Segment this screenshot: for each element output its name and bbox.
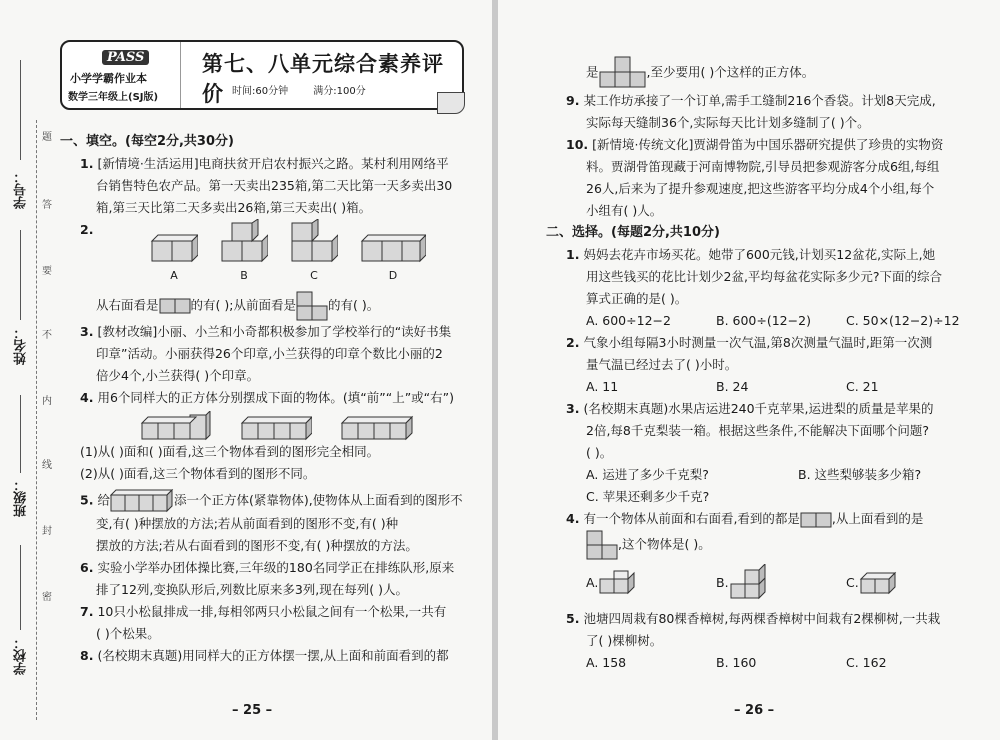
exam-meta bbox=[232, 82, 388, 97]
question-text: 小组有( )人。 bbox=[586, 203, 663, 218]
question-text: [新情境·传统文化]贾湖骨笛为中国乐器研究提供了珍贵的实物资 bbox=[592, 137, 944, 152]
option-c[interactable]: C. 50×(12−2)÷12 bbox=[846, 313, 960, 328]
question-text: 倍少4个,小兰获得( )个印章。 bbox=[96, 368, 260, 383]
option-a[interactable]: A. 运进了多少千克梨? bbox=[586, 467, 709, 482]
class-label: 班级： bbox=[14, 478, 29, 517]
option-b[interactable]: B. 这些梨够装多少箱? bbox=[798, 467, 922, 482]
cube-stack-c-icon bbox=[290, 219, 338, 263]
question-text: 池塘四周栽有80棵香樟树,每两棵香樟树中间栽有2棵柳树,一共栽 bbox=[583, 611, 941, 626]
seal-char: 密 bbox=[42, 592, 52, 603]
figure-a bbox=[150, 229, 198, 287]
name-label: 姓名： bbox=[14, 326, 29, 365]
question-1 bbox=[60, 153, 480, 219]
binding-strip bbox=[0, 0, 50, 740]
cube-option-a-icon bbox=[598, 569, 644, 597]
choice-options bbox=[566, 652, 966, 674]
question-number: 4. bbox=[566, 511, 580, 526]
question-number: 3. bbox=[80, 324, 94, 339]
option-c[interactable]: C. 21 bbox=[846, 379, 879, 394]
figure-caption: C bbox=[310, 269, 318, 282]
figure-caption: B bbox=[240, 269, 248, 282]
question-text: 用6个同样大的正方体分别摆成下面的物体。(填“前”“上”或“右”) bbox=[97, 390, 454, 405]
question-text: 的有( )。 bbox=[327, 297, 380, 313]
question-text: 排了12列,变换队形后,列数比原来多3列,现在每列( )人。 bbox=[96, 582, 409, 597]
brand-box bbox=[62, 42, 181, 108]
question-text: 从右面看是 bbox=[96, 297, 159, 313]
t-shape-squares-icon bbox=[296, 291, 328, 321]
choice-options bbox=[566, 564, 966, 602]
question-text: 给 bbox=[97, 492, 110, 508]
figure-caption: A bbox=[170, 269, 178, 282]
question-text: 气象小组每隔3小时测量一次气温,第8次测量气温时,距第一次测 bbox=[583, 335, 933, 350]
book-name: 小学学霸作业本 bbox=[70, 72, 147, 85]
question-text: (2)从( )面看,这三个物体看到的图形不同。 bbox=[80, 466, 316, 481]
question-text: 26人,后来为了提升参观速度,把这些游客平均分成4个小组,每个 bbox=[586, 181, 935, 196]
question-2 bbox=[60, 219, 480, 321]
question-8 bbox=[60, 645, 480, 667]
four-cube-row-icon bbox=[110, 489, 174, 513]
question-text: 的有( );从前面看是 bbox=[190, 297, 296, 313]
question-text: 某工作坊承接了一个订单,需手工缝制216个香袋。计划8天完成, bbox=[583, 93, 936, 108]
question-text: 变,有( )种摆放的方法;若从前面看到的图形不变,有( )种 bbox=[96, 516, 399, 531]
question-text: 箱,第三天比第二天多卖出26箱,第三天卖出( )箱。 bbox=[96, 200, 372, 215]
question-text: 实验小学举办团体操比赛,三年级的180名同学正在排练队形,原来 bbox=[97, 560, 455, 575]
id-line bbox=[20, 60, 21, 160]
option-b[interactable]: B. 24 bbox=[716, 379, 749, 394]
choice-options bbox=[566, 310, 966, 332]
question-text: 10只小松鼠排成一排,每相邻两只小松鼠之间有一个松果,一共有 bbox=[97, 604, 447, 619]
question-text: 摆放的方法;若从右面看到的图形不变,有( )种摆放的方法。 bbox=[96, 538, 418, 553]
question-text: 算式正确的是( )。 bbox=[586, 291, 688, 306]
page-number: – 26 – bbox=[734, 703, 775, 718]
option-a[interactable] bbox=[586, 569, 716, 597]
seal-char: 线 bbox=[42, 460, 52, 471]
two-squares-icon bbox=[159, 298, 191, 314]
question-5 bbox=[60, 489, 480, 557]
figure-caption: D bbox=[388, 269, 398, 282]
option-b[interactable] bbox=[716, 564, 846, 602]
full-score: 满分:100分 bbox=[313, 86, 366, 97]
question-number: 2. bbox=[566, 335, 580, 350]
figure-b bbox=[220, 219, 268, 287]
question-text: ,至少要用( )个这样的正方体。 bbox=[646, 64, 815, 80]
seal-char: 封 bbox=[42, 526, 52, 537]
exam-header bbox=[60, 40, 464, 110]
question-number: 6. bbox=[80, 560, 94, 575]
six-cube-shape-3-icon bbox=[340, 411, 420, 441]
question-text: 妈妈去花卉市场买花。她带了600元钱,计划买12盆花,实际上,她 bbox=[583, 247, 936, 262]
right-page bbox=[498, 0, 1000, 740]
question-9 bbox=[566, 90, 966, 134]
id-label: 学号： bbox=[14, 170, 29, 209]
question-number: 5. bbox=[566, 611, 580, 626]
seal-char: 答 bbox=[42, 200, 52, 211]
section-choice-title: 二、选择。(每题2分,共10分) bbox=[546, 225, 720, 240]
choice-question-1 bbox=[566, 244, 966, 332]
question-number: 9. bbox=[566, 93, 580, 108]
question-text: 台销售特色农产品。第一天卖出235箱,第二天比第一天多卖出30 bbox=[96, 178, 453, 193]
question-text: (名校期末真题)水果店运进240千克苹果,运进梨的质量是苹果的 bbox=[583, 401, 934, 416]
figure-c bbox=[290, 219, 338, 287]
choice-question-2 bbox=[566, 332, 966, 398]
option-a[interactable]: A. 158 bbox=[586, 655, 627, 670]
choice-options bbox=[566, 464, 966, 486]
question-text: 添一个正方体(紧靠物体),使物体从上面看到的图形不 bbox=[173, 492, 463, 508]
school-line bbox=[20, 545, 21, 630]
six-cube-figures bbox=[140, 411, 480, 441]
left-content bbox=[60, 131, 480, 667]
choice-question-5 bbox=[566, 608, 966, 674]
question-number: 7. bbox=[80, 604, 94, 619]
question-text: ,从上面看到的是 bbox=[831, 511, 924, 526]
option-c[interactable]: C. 162 bbox=[846, 655, 887, 670]
grade-label: 数学三年级上(SJ版) bbox=[68, 92, 159, 103]
question-text: 量气温已经过去了( )小时。 bbox=[586, 357, 738, 372]
question-number: 5. bbox=[80, 492, 94, 508]
question-text: ,这个物体是( )。 bbox=[618, 536, 711, 552]
option-c[interactable] bbox=[846, 569, 905, 597]
question-6 bbox=[60, 557, 480, 601]
choice-question-4 bbox=[566, 508, 966, 602]
question-text: 2倍,每8千克梨装一箱。根据这些条件,不能解决下面哪个问题? bbox=[586, 423, 929, 438]
question-text: 了( )棵柳树。 bbox=[586, 633, 663, 648]
time-limit: 时间:60分钟 bbox=[232, 86, 289, 97]
question-text: ( )。 bbox=[586, 445, 613, 460]
question-text: 有一个物体从前面和右面看,看到的都是 bbox=[583, 511, 800, 526]
cube-stack-a-icon bbox=[150, 229, 198, 263]
cube-option-c-icon bbox=[859, 569, 905, 597]
question-text: (1)从( )面和( )面看,这三个物体看到的图形完全相同。 bbox=[80, 444, 380, 459]
l-shape-squares-icon bbox=[586, 530, 618, 560]
option-a[interactable]: A. 600÷12−2 bbox=[586, 313, 671, 328]
six-cube-shape-2-icon bbox=[240, 411, 312, 441]
school-label: 学校： bbox=[14, 636, 29, 675]
seal-char: 要 bbox=[42, 266, 52, 277]
name-line bbox=[20, 230, 21, 320]
page-number: – 25 – bbox=[232, 703, 273, 718]
question-text: 料。贾湖骨笛现藏于河南博物院,引导员把参观游客分成6组,每组 bbox=[586, 159, 940, 174]
option-label: B. bbox=[716, 575, 729, 590]
option-c[interactable]: C. 苹果还剩多少千克? bbox=[586, 489, 710, 504]
question-text: 用这些钱买的花比计划少2盆,平均每盆花实际多少元?下面的综合 bbox=[586, 269, 943, 284]
question-text: 印章”活动。小丽获得26个印章,小兰获得的印章个数比小丽的2 bbox=[96, 346, 443, 361]
cube-stack-b-icon bbox=[220, 219, 268, 263]
choice-question-3 bbox=[566, 398, 966, 508]
cube-figures bbox=[150, 219, 480, 287]
seal-char: 内 bbox=[42, 396, 52, 407]
question-number: 4. bbox=[80, 390, 94, 405]
two-squares-icon bbox=[800, 512, 832, 528]
choice-options bbox=[566, 376, 966, 398]
section-fill-in-title: 一、填空。(每空2分,共30分) bbox=[60, 134, 234, 149]
seal-char: 不 bbox=[42, 330, 52, 341]
option-label: C. bbox=[846, 575, 859, 590]
question-number: 10. bbox=[566, 137, 589, 152]
question-3 bbox=[60, 321, 480, 387]
question-number: 1. bbox=[566, 247, 580, 262]
question-8-continued bbox=[566, 56, 966, 90]
exam-title: 第七、八单元综合素养评价 bbox=[202, 51, 444, 106]
figure-d bbox=[360, 229, 426, 287]
question-text: 是 bbox=[586, 64, 599, 80]
cube-option-b-icon bbox=[729, 564, 775, 602]
question-number: 8. bbox=[80, 648, 94, 663]
question-4 bbox=[60, 387, 480, 485]
option-b[interactable]: B. 600÷(12−2) bbox=[716, 313, 811, 328]
question-number: 1. bbox=[80, 156, 94, 171]
option-a[interactable]: A. 11 bbox=[586, 379, 619, 394]
option-label: A. bbox=[586, 575, 599, 590]
question-number: 2. bbox=[80, 222, 94, 237]
question-text: ( )个松果。 bbox=[96, 626, 160, 641]
question-number: 3. bbox=[566, 401, 580, 416]
question-text: (名校期末真题)用同样大的正方体摆一摆,从上面和前面看到的都 bbox=[97, 648, 449, 663]
question-text: [新情境·生活运用]电商扶贫开启农村振兴之路。某村利用网络平 bbox=[97, 156, 449, 171]
left-page bbox=[0, 0, 492, 740]
question-7 bbox=[60, 601, 480, 645]
seal-char: 题 bbox=[42, 132, 52, 143]
question-10 bbox=[566, 134, 966, 222]
question-text: 实际每天缝制36个,实际每天比计划多缝制了( )个。 bbox=[586, 115, 870, 130]
class-line bbox=[20, 395, 21, 473]
page-curl-decoration bbox=[437, 92, 465, 114]
right-content bbox=[546, 56, 966, 674]
question-text: [教材改编]小丽、小兰和小奇都积极参加了学校举行的“读好书集 bbox=[97, 324, 452, 339]
option-b[interactable]: B. 160 bbox=[716, 655, 757, 670]
cube-stack-d-icon bbox=[360, 229, 426, 263]
six-cube-shape-1-icon bbox=[140, 411, 212, 441]
top-front-view-icon bbox=[599, 56, 647, 90]
brand-logo: PASS bbox=[102, 50, 149, 65]
cut-line bbox=[36, 120, 37, 720]
